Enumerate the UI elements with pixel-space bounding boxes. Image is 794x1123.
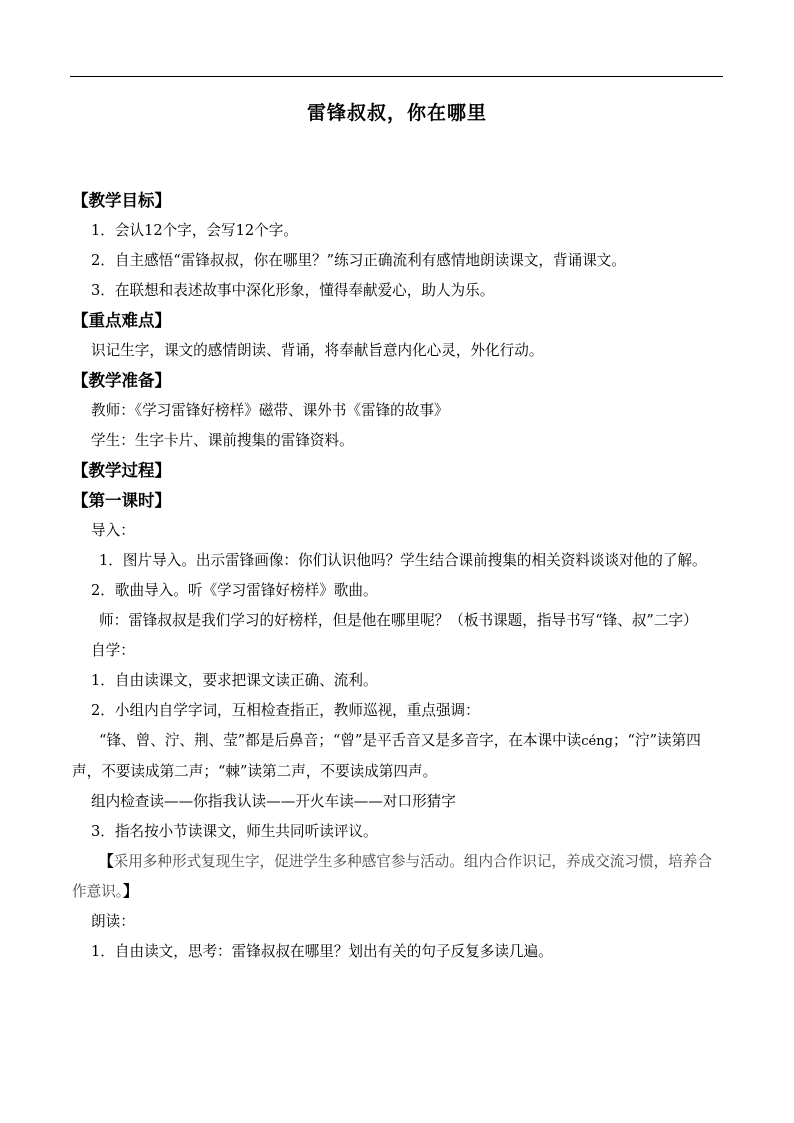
group-check: 组内检查读——你指我认读——开火车读——对口形猜字	[91, 793, 456, 810]
prep-heading: 【教学准备】	[72, 371, 171, 390]
prep-teacher: 教师：《学习雷锋好榜样》磁带、课外书《雷锋的故事》	[91, 402, 449, 419]
goal-item: 3．在联想和表述故事中深化形象，懂得奉献爱心，助人为乐。	[91, 282, 495, 299]
intro-step-1: 1．图片导入。出示雷锋画像：你们认识他吗？学生结合课前搜集的相关资料谈谈对他的了解。	[99, 552, 707, 569]
difficulty-heading: 【重点难点】	[72, 311, 171, 330]
page-title: 雷锋叔叔，你在哪里	[306, 102, 487, 124]
prep-student: 学生：生字卡片、课前搜集的雷锋资料。	[91, 432, 354, 449]
design-note-close: 】	[123, 883, 138, 900]
header-rule	[70, 76, 723, 77]
intro-label: 导入：	[91, 522, 135, 539]
pronunciation-part-a: “锋、曾、泞、荆、莹”都是后鼻音；“曾”是平舌音又是多音字，在本课中读	[99, 732, 582, 749]
document-body	[72, 186, 724, 967]
reading-label: 朗读：	[91, 913, 135, 930]
goal-item: 2．自主感悟“雷锋叔叔，你在哪里？”练习正确流利有感情地朗读课文，背诵课文。	[91, 252, 626, 269]
self-study-step-1: 1．自由读课文，要求把课文读正确、流利。	[91, 672, 378, 689]
lesson1-heading: 【第一课时】	[72, 491, 171, 510]
pronunciation-part-b: ；“泞”读第四声，不要读成第二声；“棘”读第二声，不要读成第四声。	[72, 732, 701, 780]
design-note-open: 【	[99, 853, 114, 870]
design-note	[72, 847, 724, 907]
teacher-line: 师：雷锋叔叔是我们学习的好榜样，但是他在哪里呢？（板书课题，指导书写“锋、叔”二字）	[99, 612, 698, 629]
pronunciation-note	[72, 726, 724, 787]
process-heading: 【教学过程】	[72, 461, 171, 480]
self-study-step-3: 3．指名按小节读课文，师生共同听读评议。	[91, 823, 378, 840]
self-study-step-2: 2．小组内自学字词，互相检查指正，教师巡视，重点强调：	[91, 702, 480, 719]
difficulty-text: 识记生字，课文的感情朗读、背诵，将奉献旨意内化心灵，外化行动。	[91, 342, 544, 359]
pinyin-ceng: céng	[581, 734, 613, 749]
intro-step-2: 2．歌曲导入。听《学习雷锋好榜样》歌曲。	[91, 582, 378, 599]
design-note-text: 采用多种形式复现生字，促进学生多种感官参与活动。组内合作识记，养成交流习惯，培养合作意识。	[72, 853, 712, 900]
self-study-label: 自学：	[91, 642, 135, 659]
goals-heading: 【教学目标】	[72, 191, 171, 210]
reading-step-1: 1．自由读文，思考：雷锋叔叔在哪里？划出有关的句子反复多读几遍。	[91, 943, 553, 960]
goal-item: 1．会认12个字，会写12个字。	[91, 222, 298, 239]
